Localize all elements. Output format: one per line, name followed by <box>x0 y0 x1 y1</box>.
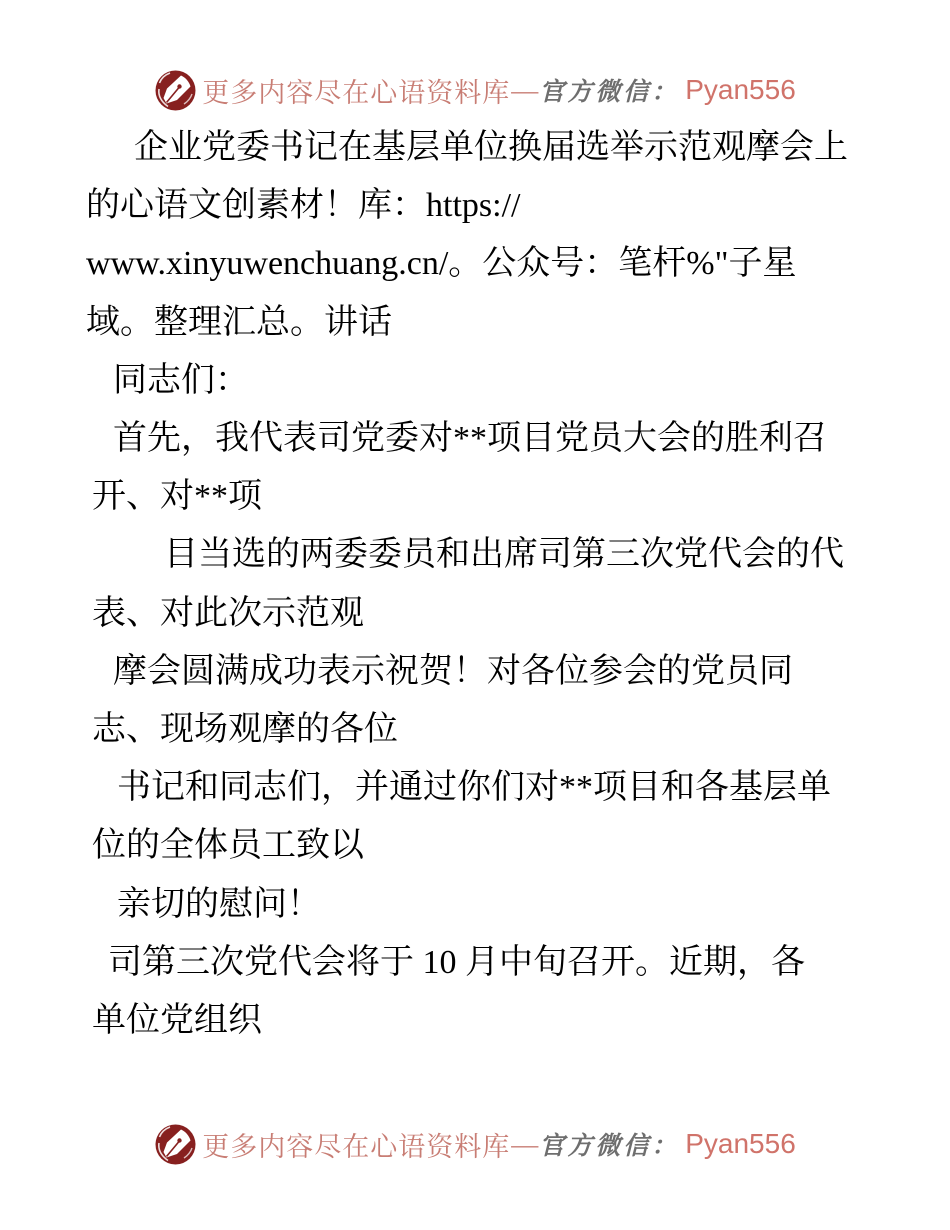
text-line: www.xinyuwenchuang.cn/。公众号：笔杆%"子星 <box>86 245 797 283</box>
text-line: 的心语文创素材！库：https:// <box>86 187 521 225</box>
watermark-footer <box>0 1120 950 1168</box>
text-line: 司第三次党代会将于 10 月中旬召开。近期，各 <box>108 943 805 981</box>
text-line: 亲切的慰问！ <box>117 885 321 923</box>
text-line: 开、对**项 <box>92 478 262 516</box>
text-line: 目当选的两委委员和出席司第三次党代会的代 <box>164 536 844 574</box>
text-line: 企业党委书记在基层单位换届选举示范观摩会上 <box>134 129 848 166</box>
text-line: 单位党组织 <box>92 1002 262 1040</box>
banner-dash: — <box>511 74 539 105</box>
pen-nib-crest-icon <box>154 69 197 112</box>
wechat-label: 官方微信： <box>539 77 680 106</box>
wechat-id: Pyan556 <box>685 74 796 105</box>
pen-nib-crest-icon <box>154 1123 197 1166</box>
document-text <box>86 119 862 1050</box>
wechat-label: 官方微信： <box>539 1131 680 1160</box>
text-line: 志、现场观摩的各位 <box>92 711 398 749</box>
wechat-id: Pyan556 <box>685 1128 796 1159</box>
banner-brand-text: 更多内容尽在心语资料库 <box>202 77 511 108</box>
banner-dash: — <box>511 1128 539 1159</box>
text-line: 表、对此次示范观 <box>92 594 364 632</box>
text-line: 域。整理汇总。讲话 <box>86 303 392 341</box>
text-line: 书记和同志们，并通过你们对**项目和各基层单 <box>117 769 831 807</box>
banner-brand-text: 更多内容尽在心语资料库 <box>202 1131 511 1162</box>
text-line: 首先，我代表司党委对**项目党员大会的胜利召 <box>113 420 827 458</box>
text-line: 同志们： <box>113 361 249 399</box>
text-line: 位的全体员工致以 <box>92 827 364 865</box>
watermark-header <box>0 66 950 114</box>
text-line: 摩会圆满成功表示祝贺！对各位参会的党员同 <box>113 652 793 690</box>
